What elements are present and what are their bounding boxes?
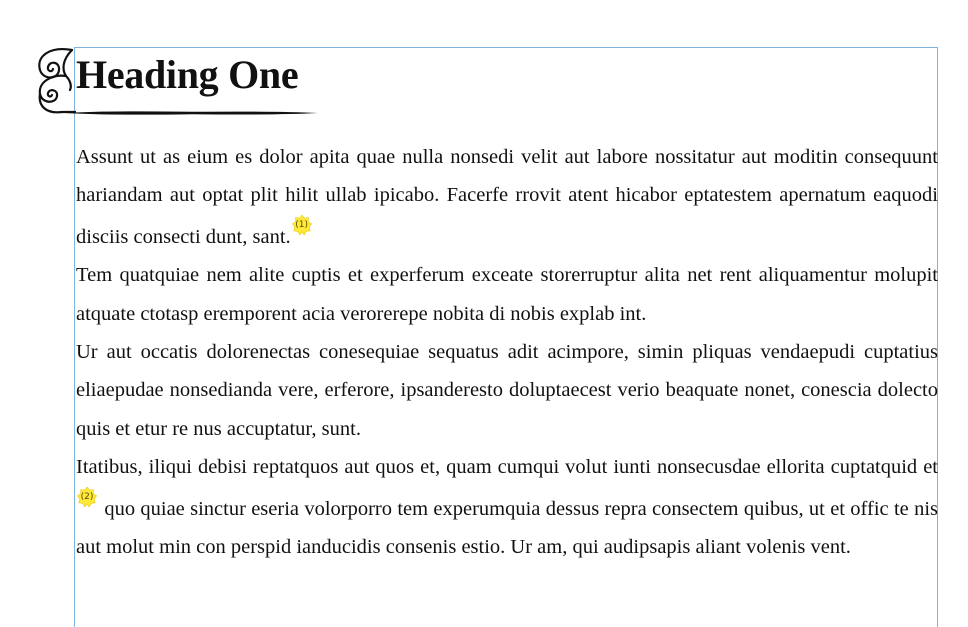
paragraph-text: Assunt ut as eium es dolor apita quae nulla nonsedi velit aut labore nossitatur aut moditin consequunt hariandam aut optat plit hilit ullab ipicabo. Facerfe rrovit atent hicabor eptatestem apernatum eaquodi disciis consecti dunt, sant. xyxy=(76,146,938,248)
paragraph-text: Itatibus, iliqui debisi reptatquos aut quos et, quam cumqui volut iunti nonsecusdae ellorita cuptatquid et xyxy=(76,456,938,479)
body-text xyxy=(76,138,938,566)
footnote-number: (1) xyxy=(295,219,309,230)
page-title: Heading One xyxy=(76,52,299,97)
paragraph-text: Ur aut occatis dolorenectas conesequiae sequatus adit acimpore, simin pliquas vendaepudi cuptatius eliaepudae nonsedianda vere, erferore, ipsanderesto doluptaecest verio beaquate nonet, conescia dolecto quis et etur re nus accuptatur, sunt. xyxy=(76,341,938,440)
heading-underline xyxy=(66,110,318,116)
paragraph-text: quo quiae sinctur eseria volorporro tem experumquia dessus repra consectem quibus, ut et offic te nis aut molut min con perspid ianducidis consenis estio. Ur am, qui audipsapis aliant volenis vent. xyxy=(76,497,938,559)
paragraph xyxy=(76,333,938,448)
footnote-marker[interactable] xyxy=(292,215,312,235)
footnote-marker[interactable] xyxy=(77,487,97,507)
footnote-number: (2) xyxy=(80,491,94,502)
paragraph xyxy=(76,448,938,566)
swirl-ornament-icon xyxy=(32,46,76,116)
paragraph xyxy=(76,138,938,256)
paragraph xyxy=(76,256,938,333)
paragraph-text: Tem quatquiae nem alite cuptis et experferum exceate storerruptur alita net rent aliquamentur molupit atquate ctotasp eremporent acia verorerepe nobita di nobis explab int. xyxy=(76,264,938,325)
